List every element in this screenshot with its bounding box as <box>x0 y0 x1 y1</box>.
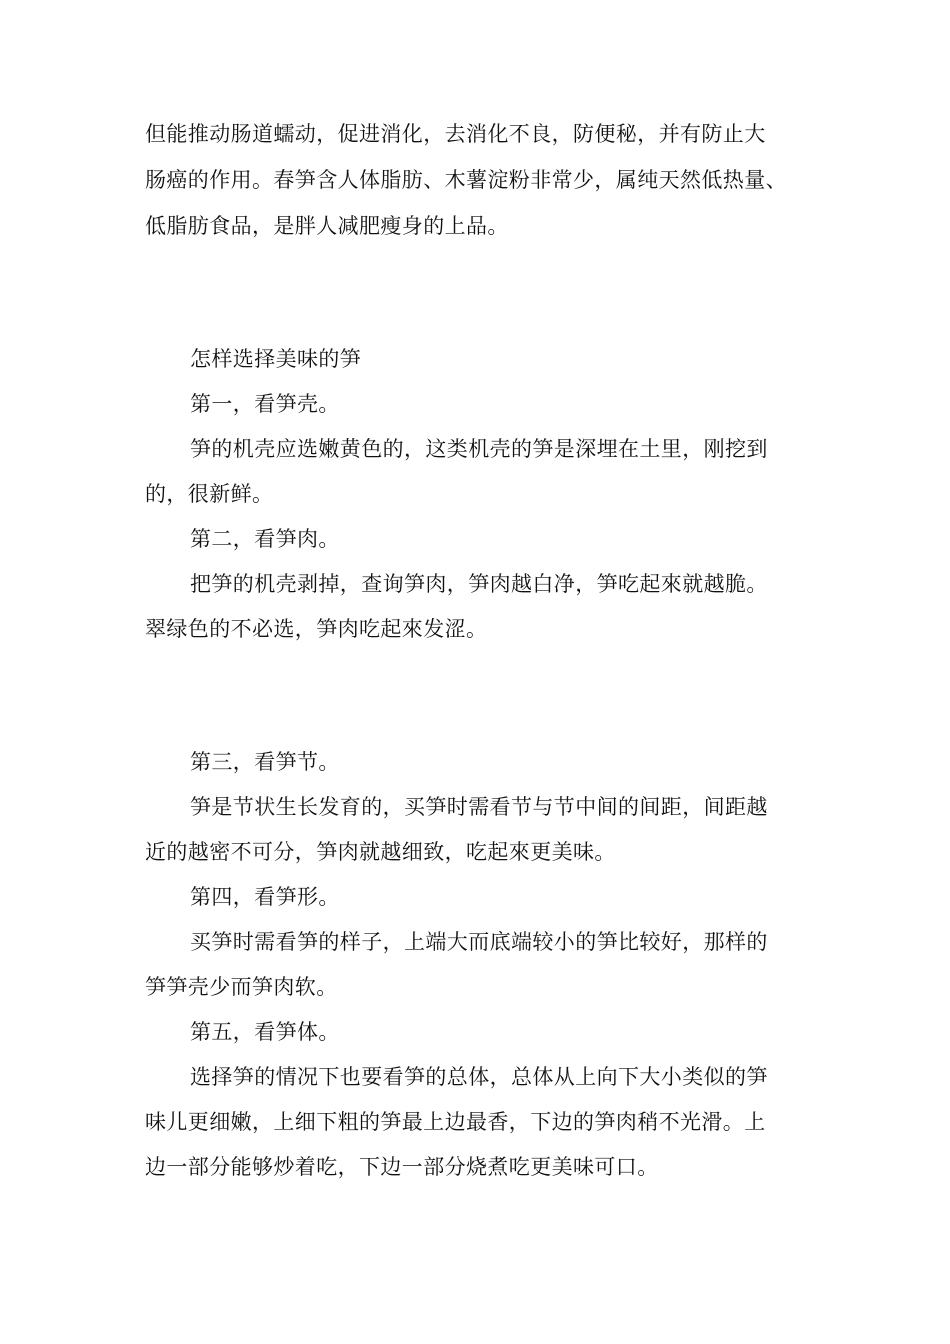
paragraph-line: 近的越密不可分，笋肉就越细致，吃起來更美味。 <box>145 840 616 864</box>
subheading: 第五，看笋体。 <box>190 1020 340 1044</box>
paragraph-line: 选择笋的情况下也要看笋的总体，总体从上向下大小类似的笋 <box>190 1065 768 1089</box>
paragraph-line: 笋的机壳应选嫩黄色的，这类机壳的笋是深埋在土里，刚挖到 <box>190 437 768 461</box>
paragraph-line: 买笋时需看笋的样子，上端大而底端较小的笋比较好，那样的 <box>190 930 768 954</box>
paragraph-line: 翠绿色的不必选，笋肉吃起來发涩。 <box>145 617 488 641</box>
paragraph-line: 但能推动肠道蠕动，促进消化，去消化不良，防便秘，并有防止大 <box>145 122 766 146</box>
paragraph-line: 肠癌的作用。春笋含人体脂肪、木薯淀粉非常少，属纯天然低热量、 <box>145 168 787 192</box>
paragraph-line: 把笋的机壳剥掉，查询笋肉，笋肉越白净，笋吃起來就越脆。 <box>190 572 768 596</box>
subheading: 第四，看笋形。 <box>190 885 340 909</box>
section-heading: 怎样选择美味的笋 <box>190 347 362 371</box>
subheading: 第三，看笋节。 <box>190 750 340 774</box>
subheading: 第二，看笋肉。 <box>190 527 340 551</box>
paragraph-line: 低脂肪食品，是胖人减肥瘦身的上品。 <box>145 214 509 238</box>
subheading: 第一，看笋壳。 <box>190 392 340 416</box>
paragraph-line: 边一部分能够炒着吃，下边一部分烧煮吃更美味可口。 <box>145 1155 659 1179</box>
paragraph-line: 笋笋壳少而笋肉软。 <box>145 975 338 999</box>
paragraph-line: 笋是节状生长发育的，买笋时需看节与节中间的间距，间距越 <box>190 795 768 819</box>
paragraph-line: 味儿更细嫩，上细下粗的笋最上边最香，下边的笋肉稍不光滑。上 <box>145 1110 766 1134</box>
paragraph-line: 的，很新鲜。 <box>145 482 274 506</box>
